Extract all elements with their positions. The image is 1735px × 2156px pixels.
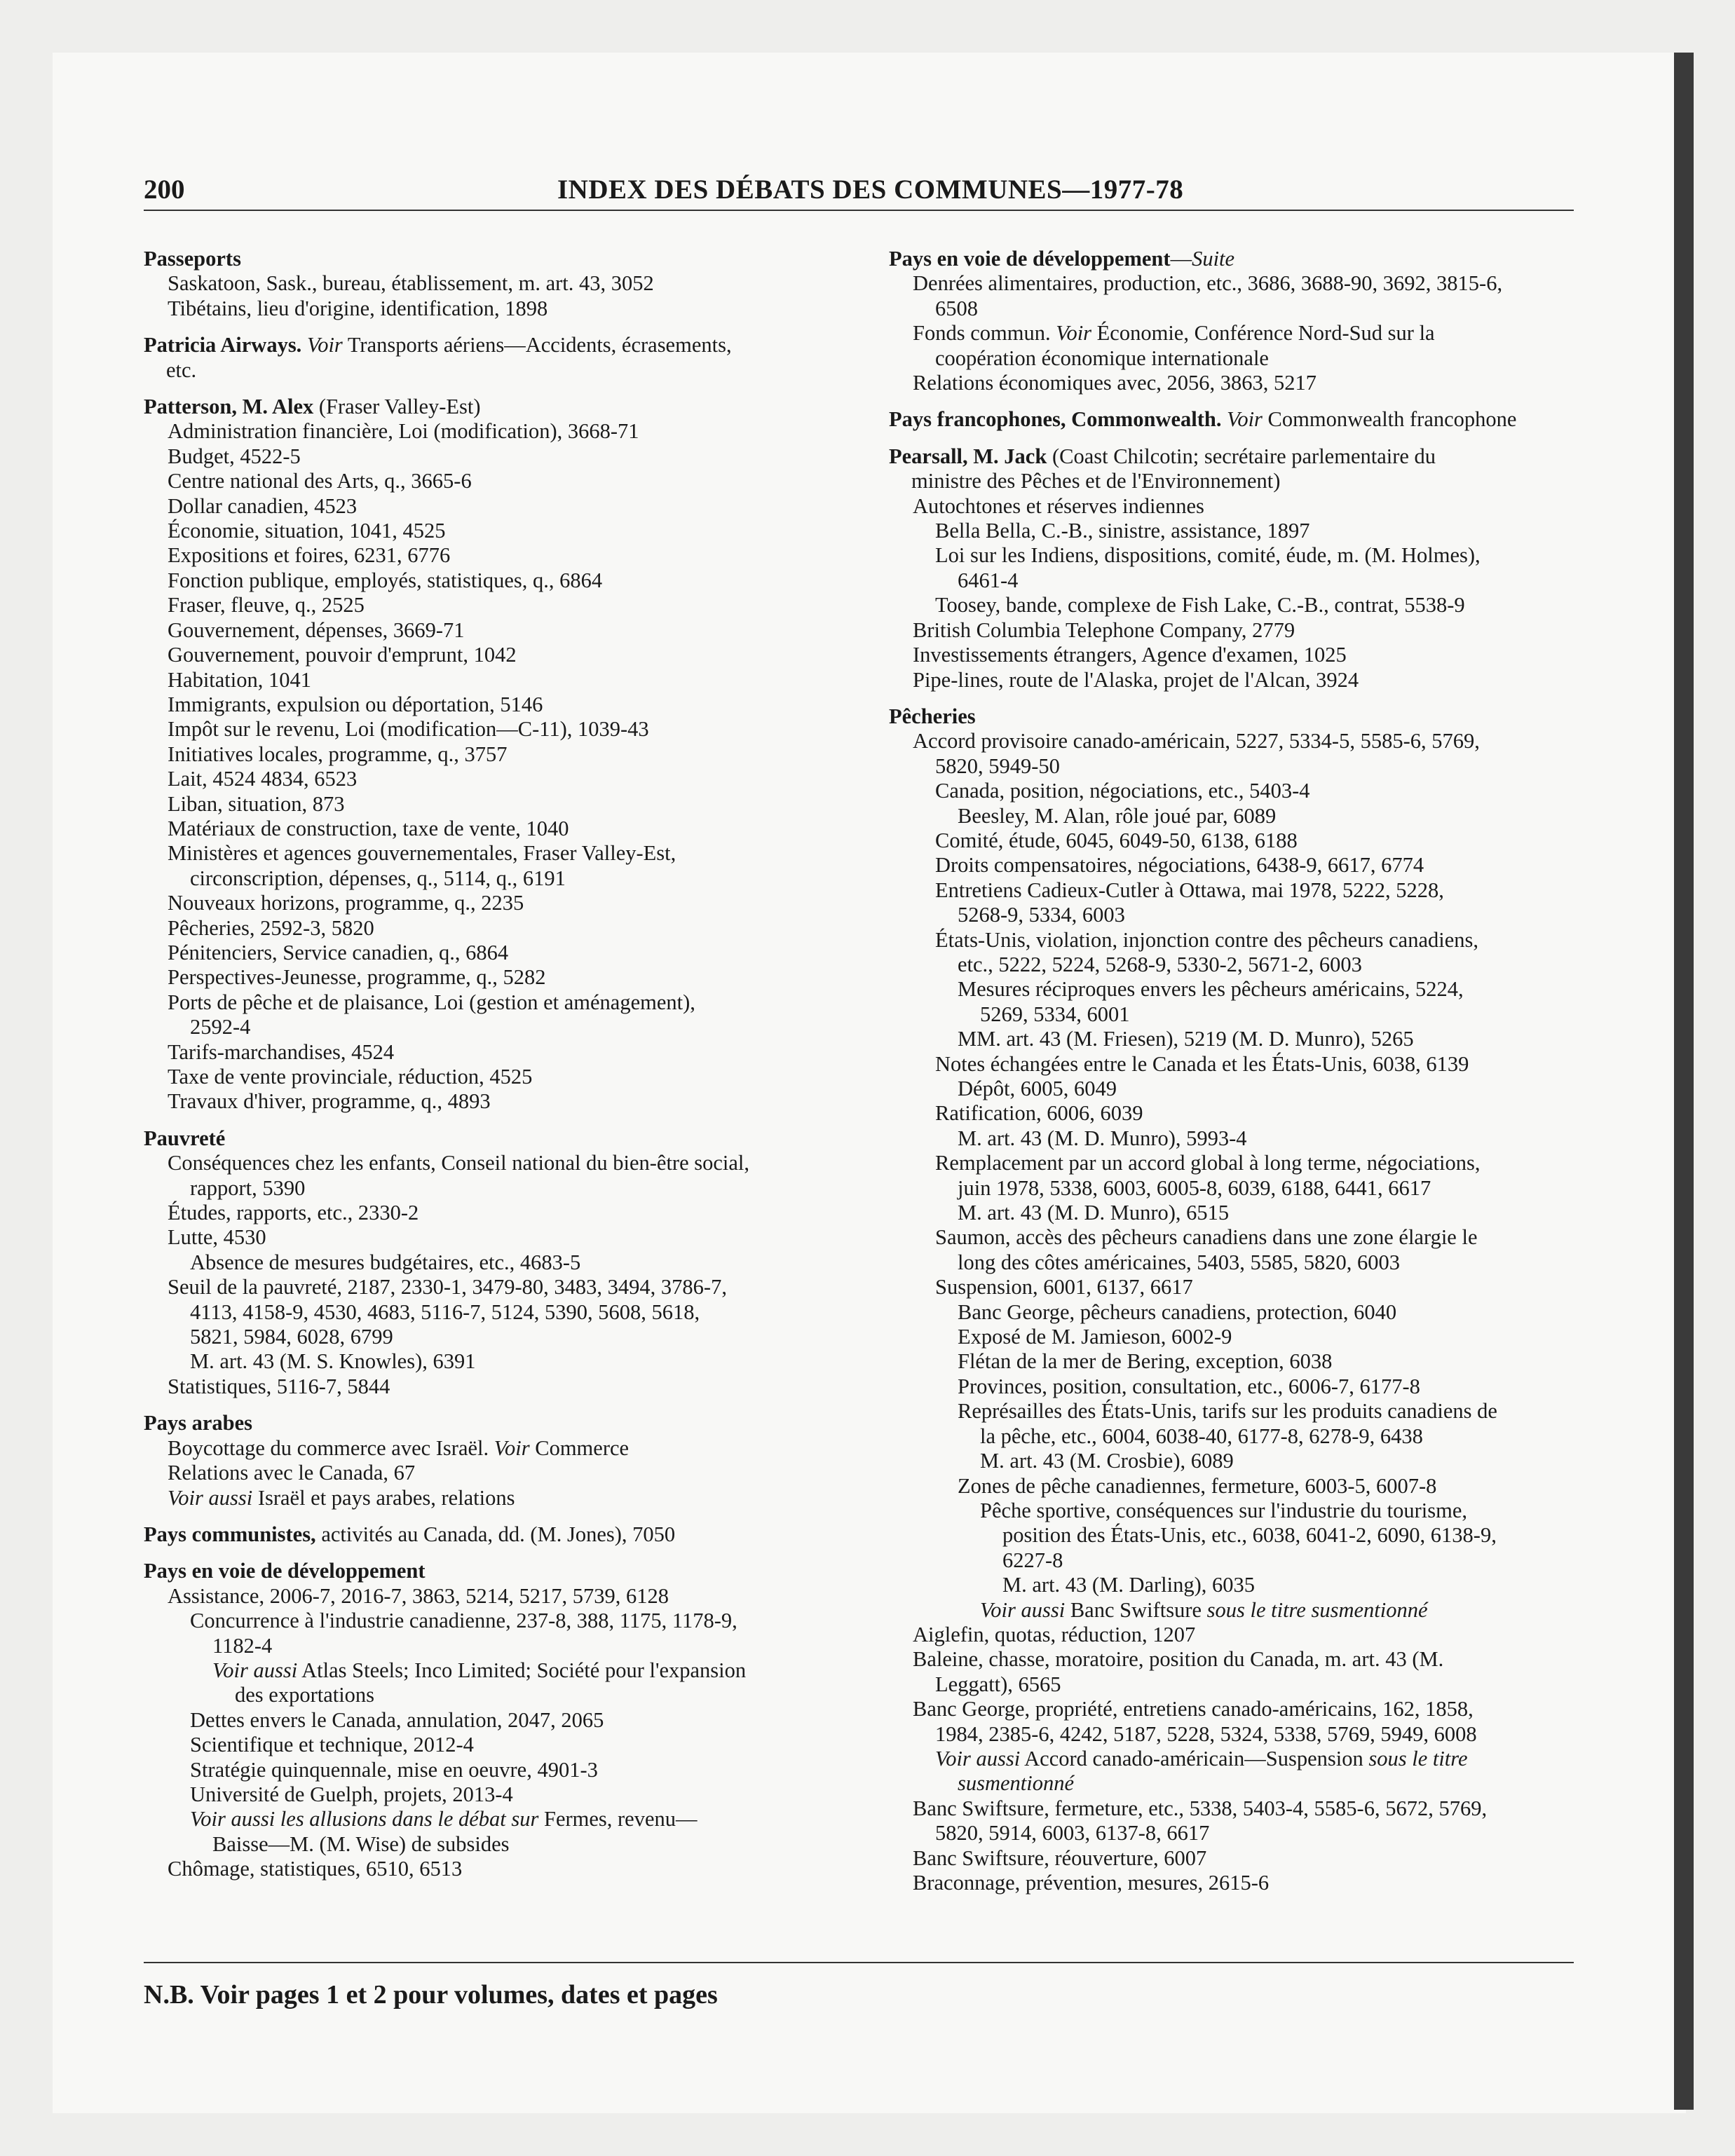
index-entry <box>144 1486 845 1510</box>
scan-edge-shadow <box>1674 53 1694 2110</box>
index-entry <box>144 792 845 817</box>
index-entry <box>144 841 845 866</box>
entry-text: Beesley, M. Alan, rôle joué par, 6089 <box>958 803 1277 828</box>
index-entry <box>144 494 845 519</box>
page-header <box>144 174 1574 213</box>
entry-text: Remplacement par un accord global à long terme, négociations, <box>935 1151 1481 1175</box>
entry-italic-text: Voir aussi <box>168 1485 253 1510</box>
entry-text: MM. art. 43 (M. Friesen), 5219 (M. D. Munro), 5265 <box>958 1027 1414 1051</box>
index-entry <box>144 1683 845 1707</box>
index-entry <box>889 568 1579 593</box>
entry-text: Gouvernement, dépenses, 3669-71 <box>168 618 465 642</box>
entry-text: Banc Swiftsure, fermeture, etc., 5338, 5403-4, 5585-6, 5672, 5769, <box>913 1796 1488 1820</box>
index-entry <box>144 271 845 296</box>
entry-text: Perspectives-Jeunesse, programme, q., 5282 <box>168 965 546 990</box>
entry-heading-text: Pays en voie de développement <box>144 1559 426 1583</box>
left-column <box>144 247 845 1882</box>
entry-text: Transports aériens—Accidents, écrasements, <box>342 333 732 357</box>
entry-text: Dettes envers le Canada, annulation, 2047, 2065 <box>190 1707 604 1732</box>
entry-text: M. art. 43 (M. Darling), 6035 <box>1002 1573 1256 1597</box>
entry-italic-text: Voir aussi <box>980 1597 1066 1622</box>
index-entry <box>889 1647 1579 1672</box>
index-heading <box>144 1411 845 1435</box>
entry-italic-text: Voir <box>494 1435 530 1460</box>
entry-heading-text: Patterson, M. Alex <box>144 395 314 419</box>
entry-text: la pêche, etc., 6004, 6038-40, 6177-8, 6278-9, 6438 <box>980 1424 1423 1448</box>
index-entry <box>144 1634 845 1658</box>
index-entry <box>144 593 845 618</box>
entry-text: Habitation, 1041 <box>168 667 311 692</box>
entry-text: 5268-9, 5334, 6003 <box>958 903 1125 927</box>
index-entry <box>144 1807 845 1831</box>
index-entry <box>144 1250 845 1275</box>
entry-text: Assistance, 2006-7, 2016-7, 3863, 5214, 5217, 5739, 6128 <box>168 1583 669 1608</box>
entry-text: Université de Guelph, projets, 2013-4 <box>190 1782 513 1806</box>
entry-text: Autochtones et réserves indiennes <box>913 493 1204 518</box>
header-rule <box>144 210 1574 211</box>
index-entry <box>889 1871 1579 1895</box>
index-entry <box>144 1089 845 1114</box>
index-entry <box>889 371 1579 395</box>
index-entry <box>144 358 845 383</box>
entry-text: Lutte, 4530 <box>168 1225 266 1250</box>
entry-text: des exportations <box>235 1683 375 1707</box>
index-entry <box>144 817 845 841</box>
entry-text: ministre des Pêches et de l'Environnement) <box>911 469 1281 493</box>
entry-text: — <box>1170 247 1192 271</box>
index-entry <box>889 1101 1579 1126</box>
index-entry <box>144 1609 845 1633</box>
index-entry <box>144 1733 845 1757</box>
entry-text: Seuil de la pauvreté, 2187, 2330-1, 3479-80, 3483, 3494, 3786-7, <box>168 1275 727 1299</box>
index-entry <box>144 1151 845 1175</box>
entry-text: Zones de pêche canadiennes, fermeture, 6003-5, 6007-8 <box>958 1473 1437 1498</box>
entry-text: Pipe-lines, route de l'Alaska, projet de l'Alcan, 3924 <box>913 667 1359 692</box>
index-entry <box>144 941 845 965</box>
entry-heading-text: Pauvreté <box>144 1126 226 1150</box>
entry-text: Matériaux de construction, taxe de vente, 1040 <box>168 816 569 840</box>
entry-text: Économie, Conférence Nord-Sud sur la <box>1091 321 1435 346</box>
index-entry <box>889 1672 1579 1697</box>
entry-text: 5820, 5914, 6003, 6137-8, 6617 <box>935 1821 1210 1845</box>
entry-text: 5821, 5984, 6028, 6799 <box>190 1325 393 1349</box>
entry-text: Exposé de M. Jamieson, 6002-9 <box>958 1325 1232 1349</box>
index-entry <box>144 1857 845 1881</box>
entry-heading-text: Patricia Airways. <box>144 333 302 357</box>
entry-italic-text: Suite <box>1192 247 1235 271</box>
index-entry <box>144 1275 845 1299</box>
entry-text: Commonwealth francophone <box>1262 407 1517 432</box>
entry-text: Baleine, chasse, moratoire, position du Canada, m. art. 43 (M. <box>913 1647 1444 1672</box>
entry-text: Administration financière, Loi (modification), 3668-71 <box>168 419 639 444</box>
entry-text: Suspension, 6001, 6137, 6617 <box>935 1275 1193 1299</box>
index-entry <box>144 1015 845 1039</box>
index-entry <box>144 1658 845 1683</box>
entry-text: 1984, 2385-6, 4242, 5187, 5228, 5324, 5338, 5769, 5949, 6008 <box>935 1721 1477 1746</box>
index-entry <box>889 1201 1579 1225</box>
entry-text: Entretiens Cadieux-Cutler à Ottawa, mai 1978, 5222, 5228, <box>935 878 1444 902</box>
entry-italic-text: Voir <box>1227 407 1263 432</box>
entry-text: Stratégie quinquennale, mise en oeuvre, 4901-3 <box>190 1757 598 1782</box>
entry-text: etc. <box>166 357 197 382</box>
index-entry <box>144 742 845 767</box>
entry-italic-text: susmentionné <box>958 1771 1075 1796</box>
entry-text: Dollar canadien, 4523 <box>168 493 358 518</box>
index-entry <box>889 1126 1579 1151</box>
index-heading <box>889 704 1579 729</box>
entry-text: Atlas Steels; Inco Limited; Société pour l'expansion <box>297 1658 747 1682</box>
index-entry <box>144 419 845 444</box>
index-entry <box>889 1399 1579 1424</box>
entry-text: 1182-4 <box>212 1633 273 1658</box>
index-entry <box>889 903 1579 927</box>
entry-text: Centre national des Arts, q., 3665-6 <box>168 469 472 493</box>
index-entry <box>144 469 845 493</box>
index-entry <box>889 1374 1579 1399</box>
index-heading <box>144 395 845 419</box>
entry-text: Banc George, pêcheurs canadiens, protection, 6040 <box>958 1299 1397 1324</box>
entry-text: Ministères et agences gouvernementales, Fraser Valley-Est, <box>168 841 676 866</box>
entry-text: Ratification, 6006, 6039 <box>935 1101 1143 1126</box>
entry-text: 2592-4 <box>190 1015 251 1039</box>
entry-text: Études, rapports, etc., 2330-2 <box>168 1201 419 1225</box>
index-entry <box>889 1796 1579 1821</box>
index-entry <box>889 593 1579 618</box>
index-entry <box>889 346 1579 371</box>
index-entry <box>889 729 1579 753</box>
index-entry <box>144 668 845 692</box>
index-entry <box>889 1349 1579 1374</box>
index-entry <box>889 1474 1579 1499</box>
index-entry <box>889 1275 1579 1299</box>
entry-italic-text: Voir aussi <box>212 1658 298 1682</box>
entry-text: Immigrants, expulsion ou déportation, 5146 <box>168 692 543 716</box>
index-entry <box>144 965 845 990</box>
entry-text: Ports de pêche et de plaisance, Loi (gestion et aménagement), <box>168 990 695 1014</box>
index-heading <box>144 1559 845 1583</box>
index-entry <box>889 1424 1579 1449</box>
entry-text: British Columbia Telephone Company, 2779 <box>913 618 1295 642</box>
entry-text: Taxe de vente provinciale, réduction, 4525 <box>168 1065 533 1089</box>
entry-text: Fraser, fleuve, q., 2525 <box>168 593 365 618</box>
entry-text: (Fraser Valley-Est) <box>313 395 481 419</box>
index-entry <box>144 717 845 742</box>
index-entry <box>889 779 1579 803</box>
index-heading <box>889 407 1579 432</box>
entry-text: Nouveaux horizons, programme, q., 2235 <box>168 891 524 915</box>
index-entry <box>144 990 845 1015</box>
index-entry <box>889 321 1579 346</box>
entry-text: M. art. 43 (M. D. Munro), 6515 <box>958 1201 1230 1225</box>
index-entry <box>889 1548 1579 1573</box>
entry-text: Expositions et foires, 6231, 6776 <box>168 543 451 568</box>
index-entry <box>889 1573 1579 1597</box>
index-entry <box>889 543 1579 568</box>
entry-text: Budget, 4522-5 <box>168 444 301 468</box>
entry-text: 6508 <box>935 296 978 320</box>
index-entry <box>144 916 845 941</box>
right-column <box>889 247 1579 1895</box>
index-entry <box>889 1027 1579 1051</box>
entry-text: Fermes, revenu— <box>538 1807 698 1831</box>
entry-text: Denrées alimentaires, production, etc., 3686, 3688-90, 3692, 3815-6, <box>913 271 1503 296</box>
index-heading <box>144 1522 845 1547</box>
entry-text: Braconnage, prévention, mesures, 2615-6 <box>913 1871 1270 1895</box>
entry-text: Commerce <box>529 1435 630 1460</box>
entry-text: Bella Bella, C.-B., sinistre, assistance, 1897 <box>935 519 1310 543</box>
index-entry <box>889 828 1579 853</box>
index-entry <box>144 692 845 717</box>
entry-italic-text: Voir aussi <box>935 1746 1021 1770</box>
entry-heading-text: Passeports <box>144 247 241 271</box>
running-title: INDEX DES DÉBATS DES COMMUNES—1977-78 <box>557 175 1184 205</box>
entry-text: (Coast Chilcotin; secrétaire parlementaire du <box>1047 444 1436 468</box>
entry-text: Mesures réciproques envers les pêcheurs américains, 5224, <box>958 977 1464 1002</box>
entry-text: Lait, 4524 4834, 6523 <box>168 767 358 791</box>
entry-text: Dépôt, 6005, 6049 <box>958 1077 1117 1100</box>
entry-text: Saumon, accès des pêcheurs canadiens dans une zone élargie le <box>935 1225 1478 1250</box>
entry-text: Tibétains, lieu d'origine, identification, 1898 <box>168 296 548 320</box>
entry-text: Provinces, position, consultation, etc., 6006-7, 6177-8 <box>958 1374 1420 1398</box>
entry-text: M. art. 43 (M. S. Knowles), 6391 <box>190 1349 476 1374</box>
entry-text: circonscription, dépenses, q., 5114, q., 6191 <box>190 866 566 890</box>
entry-text: Relations économiques avec, 2056, 3863, 5217 <box>913 371 1317 395</box>
entry-text: Liban, situation, 873 <box>168 791 345 816</box>
footer-note: N.B. Voir pages 1 et 2 pour volumes, dates et pages <box>144 1980 718 2010</box>
entry-text: Travaux d'hiver, programme, q., 4893 <box>168 1089 491 1114</box>
index-entry <box>144 1040 845 1065</box>
entry-text: Baisse—M. (M. Wise) de subsides <box>212 1831 510 1856</box>
index-entry <box>889 953 1579 977</box>
index-entry <box>889 618 1579 643</box>
index-entry <box>889 1176 1579 1201</box>
entry-text: Boycottage du commerce avec Israël. <box>168 1435 494 1460</box>
entry-text <box>301 333 307 357</box>
index-entry <box>144 444 845 469</box>
index-entry <box>144 543 845 568</box>
entry-text: Canada, position, négociations, etc., 5403-4 <box>935 779 1310 803</box>
index-heading <box>144 1126 845 1151</box>
entry-text: Comité, étude, 6045, 6049-50, 6138, 6188 <box>935 828 1298 852</box>
entry-italic-text: Voir aussi les allusions dans le débat sur <box>190 1807 539 1831</box>
index-entry <box>889 1151 1579 1175</box>
index-entry <box>144 1461 845 1485</box>
entry-text: M. art. 43 (M. Crosbie), 6089 <box>980 1449 1234 1473</box>
index-entry <box>889 1598 1579 1623</box>
index-entry <box>144 1201 845 1225</box>
index-entry <box>889 1747 1579 1771</box>
entry-text: Investissements étrangers, Agence d'examen, 1025 <box>913 643 1347 667</box>
index-entry <box>144 1325 845 1349</box>
index-heading <box>889 247 1579 271</box>
index-entry <box>144 767 845 791</box>
index-entry <box>144 866 845 891</box>
index-entry <box>889 878 1579 903</box>
index-entry <box>889 1623 1579 1647</box>
entry-text: Saskatoon, Sask., bureau, établissement, m. art. 43, 3052 <box>168 271 654 296</box>
index-entry <box>144 1436 845 1461</box>
index-entry <box>889 1052 1579 1077</box>
entry-text: Accord provisoire canado-américain, 5227, 5334-5, 5585-6, 5769, <box>913 729 1480 753</box>
index-entry <box>144 1374 845 1399</box>
entry-text: Conséquences chez les enfants, Conseil national du bien-être social, <box>168 1151 750 1175</box>
entry-italic-text: Voir <box>1056 321 1092 346</box>
index-entry <box>889 668 1579 692</box>
entry-text: Israël et pays arabes, relations <box>252 1485 515 1510</box>
index-entry <box>889 928 1579 953</box>
index-entry <box>889 1821 1579 1845</box>
index-entry <box>889 1697 1579 1721</box>
index-entry <box>889 1250 1579 1275</box>
entry-text: Banc Swiftsure, réouverture, 6007 <box>913 1845 1207 1870</box>
entry-heading-text: Pays francophones, Commonwealth. <box>889 407 1222 432</box>
entry-text: 5269, 5334, 6001 <box>980 1002 1130 1026</box>
entry-text: Concurrence à l'industrie canadienne, 237-8, 388, 1175, 1178-9, <box>190 1609 737 1633</box>
index-entry <box>144 643 845 667</box>
entry-text: Absence de mesures budgétaires, etc., 4683-5 <box>190 1250 581 1274</box>
entry-text: Pénitenciers, Service canadien, q., 6864 <box>168 940 509 964</box>
entry-text: Droits compensatoires, négociations, 6438-9, 6617, 6774 <box>935 853 1424 878</box>
index-entry <box>889 469 1579 493</box>
entry-text: juin 1978, 5338, 6003, 6005-8, 6039, 6188, 6441, 6617 <box>958 1175 1431 1200</box>
index-entry <box>889 519 1579 543</box>
entry-text: position des États-Unis, etc., 6038, 6041-2, 6090, 6138-9, <box>1002 1523 1497 1548</box>
entry-text: long des côtes américaines, 5403, 5585, 5820, 6003 <box>958 1250 1401 1274</box>
entry-text: Scientifique et technique, 2012-4 <box>190 1733 474 1757</box>
index-entry <box>144 1300 845 1325</box>
footer-rule <box>144 1962 1574 1963</box>
index-entry <box>889 1722 1579 1747</box>
index-entry <box>144 891 845 915</box>
entry-text <box>1221 407 1227 431</box>
entry-text: Tarifs-marchandises, 4524 <box>168 1039 395 1064</box>
index-entry <box>144 1225 845 1250</box>
index-entry <box>889 1771 1579 1796</box>
entry-text: États-Unis, violation, injonction contre des pêcheurs canadiens, <box>935 927 1478 952</box>
index-heading <box>144 333 845 357</box>
entry-text: Représailles des États-Unis, tarifs sur les produits canadiens de <box>958 1399 1497 1424</box>
index-entry <box>144 568 845 593</box>
entry-text: Fonds commun. <box>913 321 1056 346</box>
entry-text: Leggatt), 6565 <box>935 1672 1061 1696</box>
index-entry <box>144 1832 845 1857</box>
entry-italic-text: sous le titre susmentionné <box>1206 1597 1428 1622</box>
index-entry <box>889 1499 1579 1523</box>
entry-text: Impôt sur le revenu, Loi (modification—C-11), 1039-43 <box>168 717 649 742</box>
entry-italic-text: sous le titre <box>1368 1746 1468 1770</box>
entry-text: coopération économique internationale <box>935 346 1269 370</box>
index-entry <box>144 296 845 321</box>
entry-text: Fonction publique, employés, statistiques, q., 6864 <box>168 568 603 592</box>
index-entry <box>144 1176 845 1201</box>
entry-heading-text: Pearsall, M. Jack <box>889 444 1047 468</box>
index-entry <box>889 804 1579 828</box>
index-heading <box>144 247 845 271</box>
entry-italic-text: Voir <box>306 333 343 357</box>
entry-text: Pêche sportive, conséquences sur l'industrie du tourisme, <box>980 1498 1467 1522</box>
index-entry <box>889 1846 1579 1871</box>
entry-text: rapport, 5390 <box>190 1175 306 1200</box>
index-entry <box>889 1300 1579 1325</box>
index-heading <box>889 444 1579 469</box>
entry-text: Aiglefin, quotas, réduction, 1207 <box>913 1622 1196 1646</box>
entry-text: 5820, 5949-50 <box>935 753 1060 778</box>
entry-text: Statistiques, 5116-7, 5844 <box>168 1374 390 1398</box>
index-entry <box>889 494 1579 519</box>
index-entry <box>144 519 845 543</box>
entry-text: Banc George, propriété, entretiens canado-américains, 162, 1858, <box>913 1697 1474 1721</box>
entry-text: Notes échangées entre le Canada et les États-Unis, 6038, 6139 <box>935 1051 1469 1076</box>
index-entry <box>889 1077 1579 1101</box>
entry-text: activités au Canada, dd. (M. Jones), 7050 <box>315 1522 676 1546</box>
index-entry <box>889 1325 1579 1349</box>
entry-heading-text: Pêcheries <box>889 704 976 728</box>
entry-text: Économie, situation, 1041, 4525 <box>168 519 446 543</box>
index-entry <box>889 1523 1579 1548</box>
index-entry <box>144 1708 845 1733</box>
entry-text: 4113, 4158-9, 4530, 4683, 5116-7, 5124, 5390, 5608, 5618, <box>190 1299 700 1324</box>
entry-text: Loi sur les Indiens, dispositions, comité, éude, m. (M. Holmes), <box>935 543 1481 568</box>
entry-text: Pêcheries, 2592-3, 5820 <box>168 915 374 940</box>
entry-text: Chômage, statistiques, 6510, 6513 <box>168 1857 463 1881</box>
entry-text: Initiatives locales, programme, q., 3757 <box>168 742 508 766</box>
entry-text: etc., 5222, 5224, 5268-9, 5330-2, 5671-2, 6003 <box>958 952 1362 976</box>
index-entry <box>144 1349 845 1374</box>
index-entry <box>144 1782 845 1807</box>
entry-text: Banc Swiftsure <box>1065 1597 1207 1622</box>
entry-text: Gouvernement, pouvoir d'emprunt, 1042 <box>168 643 517 667</box>
index-entry <box>889 853 1579 878</box>
index-entry <box>889 1449 1579 1473</box>
entry-heading-text: Pays communistes, <box>144 1522 316 1546</box>
index-entry <box>889 754 1579 779</box>
page-number: 200 <box>144 175 185 205</box>
entry-text: 6227-8 <box>1002 1548 1063 1572</box>
entry-heading-text: Pays arabes <box>144 1411 253 1435</box>
entry-text: 6461-4 <box>958 568 1019 592</box>
index-entry <box>144 618 845 643</box>
index-entry <box>144 1758 845 1782</box>
entry-text: Accord canado-américain—Suspension <box>1020 1746 1369 1770</box>
index-entry <box>889 296 1579 321</box>
entry-text: Relations avec le Canada, 67 <box>168 1461 416 1485</box>
entry-text: M. art. 43 (M. D. Munro), 5993-4 <box>958 1126 1247 1150</box>
entry-text: Toosey, bande, complexe de Fish Lake, C.-B., contrat, 5538-9 <box>935 593 1465 618</box>
entry-heading-text: Pays en voie de développement <box>889 247 1171 271</box>
index-entry <box>889 977 1579 1002</box>
index-entry <box>144 1065 845 1089</box>
index-entry <box>144 1584 845 1609</box>
entry-text: Flétan de la mer de Bering, exception, 6038 <box>958 1349 1333 1374</box>
index-entry <box>889 271 1579 296</box>
index-entry <box>889 1225 1579 1250</box>
index-entry <box>889 1002 1579 1027</box>
index-entry <box>889 643 1579 667</box>
